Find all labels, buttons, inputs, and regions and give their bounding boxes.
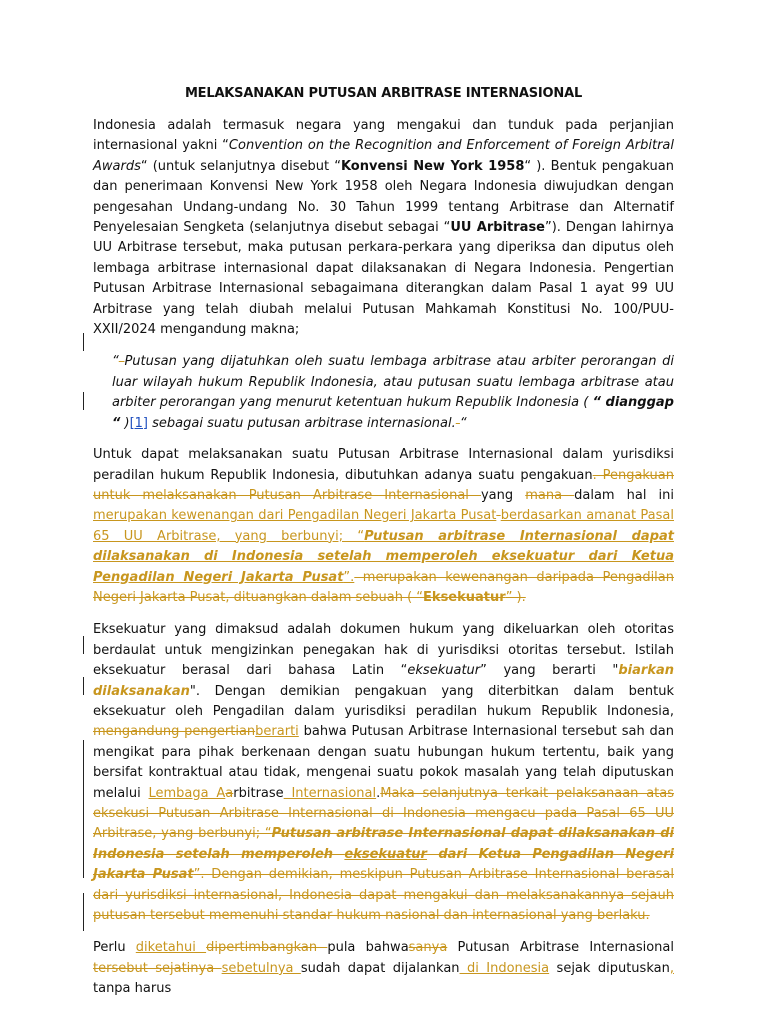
- text-run: yang: [480, 487, 526, 503]
- inserted-text: Internasional: [283, 785, 377, 801]
- text-run: ” yang berarti ": [480, 663, 619, 679]
- inserted-text: sebetulnya: [221, 960, 301, 976]
- text-run: Putusan yang dijatuhkan oleh suatu lembaga arbitrase atau arbiter perorangan di luar wilayah hukum Republik Indonesia, atau putusan suatu lembaga arbitrase atau arbiter perorangan yang menurut ketentuan hukum Republik Indonesia (: [112, 354, 674, 411]
- text-run: ”). Dengan lahirnya UU Arbitrase tersebut, maka putusan perkara-perkara yang diperiksa dan diputus oleh lembaga arbitrase internasional dapat dilaksanakan di Negara Indonesia. Pengertian Putusan Arbitrase Internasional sebagaimana diterangkan dalam Pasal 1 ayat 99 UU Arbitrase yang telah diubah melalui Putusan Mahkamah Konstitusi No. 100/PUU-XXII/2024 mengandung makna;: [93, 220, 674, 338]
- revision-bar: [83, 636, 84, 654]
- deleted-text: dari Ketua Pengadilan Negeri Jakarta Pusat: [93, 846, 674, 883]
- deleted-text: ” ).: [505, 589, 526, 605]
- deleted-text: mengandung pengertian: [93, 724, 256, 740]
- inserted-text: berarti: [255, 724, 299, 740]
- footnote-link[interactable]: [1]: [129, 415, 149, 431]
- text-run: rbitrase: [233, 785, 284, 801]
- deleted-text: Putusan arbitrase Internasional dapat dilaksanakan di Indonesia setelah memperoleh: [93, 826, 674, 862]
- convention-title: Convention on the Recognition and Enforcement of Foreign Arbitral Awards: [93, 138, 674, 174]
- text-run: “ ). Bentuk pengakuan dan penerimaan Konvensi New York 1958 oleh Negara Indonesia diwujudkan dengan pengesahan Undang-undang No. 30 Tahun 1999 tentang Arbitrase dan Alternatif Penyelesaian Sengketa (selanjutnya disebut sebagai “: [93, 158, 674, 236]
- text-run: Perlu: [93, 940, 136, 956]
- text-run: Eksekuatur yang dimaksud adalah dokumen hukum yang dikeluarkan oleh otoritas berdaulat untuk mengizinkan penegakan hak di yurisdiksi otoritas tersebut. Istilah eksekuatur berasal dari bahasa Latin “: [93, 622, 674, 679]
- paragraph-perlu: [93, 938, 674, 999]
- text-run: bahwa Putusan Arbitrase Internasional tersebut sah dan mengikat para pihak berkenaan dengan suatu hubungan hukum tertentu, baik yang bersifat kontraktual atau tidak, mengenai suatu pokok masalah yang telah diputuskan melalui: [93, 724, 674, 801]
- paragraph-eksekuatur: [93, 620, 674, 926]
- revision-bar: [83, 333, 84, 351]
- deleted-text: Maka selanjutnya terkait pelaksanaan atas eksekusi Putusan Arbitrase Internasional di Indonesia mengacu pada Pasal 65 UU Arbitrase, yang berbunyi; “: [93, 785, 674, 842]
- text-run: pula bahwa: [327, 940, 409, 956]
- konvensi-term: Konvensi New York 1958: [340, 158, 525, 174]
- text-run: dalam hal ini: [574, 487, 674, 503]
- paragraph-pengakuan: [93, 445, 674, 608]
- deleted-text: dipertimbangkan: [206, 940, 328, 956]
- text-run: sejak diputuskan: [549, 960, 670, 976]
- inserted-text: ”.: [343, 569, 355, 585]
- text-run: Putusan Arbitrase Internasional: [447, 940, 674, 956]
- deleted-text: a: [225, 785, 234, 801]
- revision-bar: [83, 740, 84, 878]
- inserted-text: di Indonesia: [459, 960, 550, 976]
- revision-bar: [83, 392, 84, 410]
- paragraph-intro: [93, 116, 674, 340]
- text-run: tanpa harus: [93, 981, 172, 997]
- deleted-text: tersebut sejatinya: [93, 960, 222, 976]
- text-run: “ (untuk selanjutnya disebut “: [140, 158, 341, 174]
- inserted-text: merupakan kewenangan dari Pengadilan Negeri Jakarta Pusat: [93, 508, 497, 524]
- inserted-text: Lembaga A: [148, 785, 226, 801]
- deleted-text: Eksekuatur: [423, 589, 506, 605]
- inserted-text: diketahui: [135, 940, 207, 956]
- deleted-text: sanya: [408, 940, 448, 956]
- revision-bar: [83, 893, 84, 931]
- text-run: sudah dapat dijalankan: [300, 960, 460, 976]
- document-page: [93, 86, 674, 1012]
- text-run: Indonesia adalah termasuk negara yang mengakui dan tunduk pada perjanjian internasional yakni “: [93, 118, 674, 154]
- text-run: ): [120, 415, 130, 431]
- quote-mark: “: [112, 354, 119, 370]
- biarkan-term: biarkan dilaksanakan: [93, 663, 674, 699]
- deleted-text: mana: [525, 487, 575, 503]
- deleted-text: eksekuatur: [344, 846, 427, 862]
- document-title: MELAKSANAKAN PUTUSAN ARBITRASE INTERNASIONAL: [184, 86, 583, 101]
- eksekuatur-term: eksekuatur: [407, 663, 481, 679]
- text-run: Untuk dapat melaksanakan suatu Putusan Arbitrase Internasional dalam yurisdiksi peradilan hukum Republik Indonesia, dibutuhkan adanya suatu pengakuan: [93, 447, 674, 483]
- deleted-text: . Pengakuan untuk melaksanakan Putusan Arbitrase Internasional: [93, 467, 674, 503]
- inserted-text: berdasarkan amanat Pasal 65 UU Arbitrase, yang berbunyi; “: [93, 508, 674, 544]
- quote-mark: “: [459, 415, 467, 431]
- text-run: ". Dengan demikian pengakuan yang diterbitkan dalam bentuk eksekuatur oleh Pengadilan dalam yurisdiksi peradilan hukum Republik Indonesia,: [93, 683, 674, 719]
- uu-arbitrase-term: UU Arbitrase: [450, 220, 545, 236]
- dianggap-term: “ dianggap “: [112, 395, 674, 431]
- revision-bar: [83, 677, 84, 695]
- text-run: .: [376, 785, 381, 801]
- text-run: sebagai suatu putusan arbitrase internasional.: [148, 415, 456, 431]
- legal-quote: [112, 352, 674, 434]
- deleted-text: merupakan kewenangan daripada Pengadilan Negeri Jakarta Pusat, dituangkan dalam sebuah ( “: [93, 569, 674, 605]
- inserted-text: ,: [669, 960, 674, 976]
- inserted-text: Putusan arbitrase Internasional dapat dilaksanakan di Indonesia setelah memperoleh eksekuatur dari Ketua Pengadilan Negeri Jakarta Pusat: [93, 528, 674, 585]
- deleted-text: ”. Dengan demikian, meskipun Putusan Arbitrase Internasional berasal dari yurisdiksi internasional, Indonesia dapat mengakui dan melaksanakannya sejauh putusan tersebut memenuhi standar hukum nasional dan internasional yang berlaku.: [93, 867, 675, 924]
